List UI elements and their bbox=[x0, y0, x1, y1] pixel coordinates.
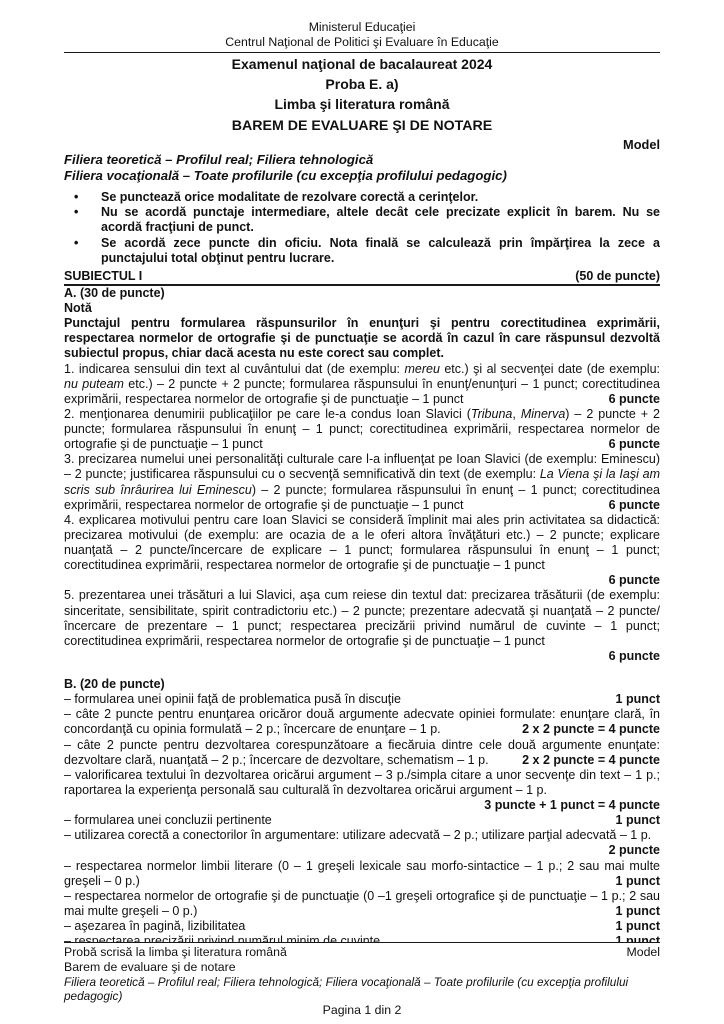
criterion-points: 3 puncte + 1 punct = 4 puncte bbox=[484, 798, 660, 813]
criterion-text: – utilizarea corectă a conectorilor în argumentare: utilizare adecvată – 2 p.; utilizare parţial adecvată – 1 p. bbox=[64, 828, 652, 843]
model-label: Model bbox=[623, 136, 660, 152]
scoring-item-points: 6 puncte bbox=[608, 391, 660, 406]
criterion-row bbox=[64, 919, 660, 934]
criterion-points: 2 puncte bbox=[608, 843, 660, 858]
text: etc.) şi al secvenţei date (de exemplu: bbox=[439, 361, 660, 376]
scoring-item-text bbox=[64, 407, 660, 451]
italic-text: Tribuna bbox=[470, 406, 513, 421]
bullet-icon: • bbox=[74, 205, 79, 220]
bullet-icon: • bbox=[74, 190, 79, 205]
footer-exam-type: Probă scrisă la limba şi literatura română bbox=[64, 944, 287, 959]
barem-title: BAREM DE EVALUARE ŞI DE NOTARE bbox=[231, 117, 493, 134]
scoring-item-text bbox=[64, 513, 660, 572]
italic-text: Minerva bbox=[520, 406, 566, 421]
text: ) – 2 puncte + 2 puncte; formularea răspunsului în enunţ – 1 punct; corectitudinea exprimării, respectarea normelor de ortografie şi de punctuaţie – 1 punct bbox=[64, 406, 660, 452]
rule-text: Nu se acordă punctaje intermediare, altele decât cele precizate explicit în barem. Nu se acordă fracţiuni de punct. bbox=[101, 205, 660, 235]
rule-text: Se acordă zece puncte din oficiu. Nota finală se calculează prin împărţirea la zece a punctajului total obţinut pentru lucrare. bbox=[101, 235, 660, 265]
scoring-item-points: 6 puncte bbox=[608, 648, 660, 663]
header-org bbox=[64, 20, 660, 53]
footer-page-number: Pagina 1 din 2 bbox=[322, 1003, 402, 1018]
criterion-row bbox=[64, 692, 660, 707]
text: 5. prezentarea unei trăsături a lui Slavici, aşa cum reiese din textul dat: precizarea trăsăturii (de exemplu: sinceritate, sensibilitate, spirit contradictoriu etc.) – 2 puncte; prezentare adecvată şi nuanţată – 2 puncte/ încercare de prezentare – 1 punct; respectarea precizării privind numărul de cuvinte – 1 punct; corectitudinea exprimării, respectarea normelor de ortografie şi de punctuaţie – 1 punct bbox=[64, 588, 660, 648]
text: 3. precizarea numelui unei personalităţi culturale care l-a influenţat pe Ioan Slavici (de exemplu: Eminescu) – 2 puncte; justificarea răspunsului cu o secvenţă semnificativă din text (de exemplu: bbox=[64, 452, 660, 482]
footer-filiera-line: Filiera teoretică – Profilul real; Filiera tehnologică; Filiera vocaţională – Toate profilurile (cu excepţia profilului pedagogic) bbox=[64, 974, 629, 1003]
criterion-row bbox=[64, 707, 660, 737]
bullet-icon: • bbox=[74, 235, 79, 250]
scoring-item-text bbox=[64, 588, 660, 647]
criterion-row bbox=[64, 813, 660, 828]
criterion-points: 2 x 2 puncte = 4 puncte bbox=[522, 722, 660, 737]
text: 2. menţionarea denumirii publicaţiilor pe care le-a condus Ioan Slavici ( bbox=[64, 406, 471, 421]
general-rules bbox=[64, 190, 660, 266]
subiectul-points: (50 de puncte) bbox=[575, 268, 660, 283]
scoring-item-points: 6 puncte bbox=[608, 497, 660, 512]
section-b-title: B. (20 de puncte) bbox=[64, 677, 165, 692]
scoring-item-3 bbox=[64, 452, 660, 513]
subiectul-title: SUBIECTUL I bbox=[64, 268, 143, 283]
filiera-line-1: Filiera teoretică – Profilul real; Filiera tehnologică bbox=[64, 152, 374, 168]
rule-item bbox=[64, 190, 660, 205]
criterion-row bbox=[64, 889, 660, 919]
criterion-points: 1 punct bbox=[615, 692, 660, 707]
exam-title: Examenul naţional de bacalaureat 2024 bbox=[231, 55, 493, 72]
text: etc.) – 2 puncte + 2 puncte; formularea răspunsului în enunţ/enunţuri – 1 punct; corectitudinea exprimării, respectarea normelor de ortografie şi de punctuaţie – 1 punct bbox=[64, 376, 660, 406]
footer-row bbox=[64, 945, 660, 960]
scoring-item-2 bbox=[64, 407, 660, 452]
criterion-text: – formularea unei concluzii pertinente bbox=[64, 813, 272, 828]
section-a-title: A. (30 de puncte) bbox=[64, 285, 165, 300]
italic-text: nu puteam bbox=[64, 376, 124, 391]
criterion-text: – respectarea normelor limbii literare (0 – 1 greşeli lexicale sau morfo-sintactice – 1 p.; 2 sau mai multe greşeli – 0 p.) bbox=[64, 858, 660, 888]
nota-text: Punctajul pentru formularea răspunsurilor în enunţuri şi pentru corectitudinea exprimării, respectarea normelor de ortografie şi de punctuaţie se acordă în cazul în care răspunsul dezvoltă subiectul propus, chiar dacă acesta nu este corect sau complet. bbox=[64, 316, 660, 361]
footer-model-label: Model bbox=[626, 944, 660, 959]
criterion-points: 1 punct bbox=[615, 903, 660, 918]
criterion-text: – valorificarea textului în dezvoltarea oricărui argument – 3 p./simpla citare a unor secvenţe din text – 1 p.; raportarea la experienţa personală sau culturală în dezvoltarea oricărui argument – 1 p. bbox=[64, 767, 660, 797]
scoring-item-points: 6 puncte bbox=[608, 437, 660, 452]
criterion-row bbox=[64, 828, 660, 858]
criterion-points: 1 punct bbox=[615, 919, 660, 934]
text: ) – 2 puncte; formularea răspunsului în enunţ – 1 punct; corectitudinea exprimării, respectarea normelor de ortografie şi de punctuaţie – 1 punct bbox=[64, 482, 661, 512]
scoring-item-text bbox=[64, 362, 660, 406]
criterion-points: 1 punct bbox=[615, 873, 660, 888]
ministry-line-1: Ministerul Educaţiei bbox=[308, 20, 416, 34]
italic-text: mereu bbox=[404, 361, 440, 376]
text: 1. indicarea sensului din text al cuvântului dat (de exemplu: bbox=[64, 361, 405, 376]
footer-barem-line: Barem de evaluare şi de notare bbox=[64, 959, 236, 974]
scoring-item-points: 6 puncte bbox=[608, 573, 660, 588]
rule-text: Se punctează orice modalitate de rezolvare corectă a cerinţelor. bbox=[101, 190, 479, 205]
text: , bbox=[512, 406, 521, 421]
text: 4. explicarea motivului pentru care Ioan Slavici se consideră împlinit mai ales prin activitatea sa didactică: precizarea motivului (de exemplu: are ocazia de a le oferi altora învăţături etc.) – 2 puncte; explicare nuanţată – 2 puncte/încercare de explicare – 1 punct; formularea răspunsului în enunţ – 1 punct; corectitudinea exprimării, respectarea normelor de ortografie şi de punctuaţie – 1 punct bbox=[64, 512, 660, 573]
subject-title: Limba şi literatura română bbox=[274, 95, 450, 112]
criterion-row bbox=[64, 859, 660, 889]
filiera-line-2: Filiera vocaţională – Toate profilurile (cu excepţia profilului pedagogic) bbox=[64, 168, 507, 184]
ministry-line-2: Centrul Naţional de Politici şi Evaluare în Educaţie bbox=[225, 34, 499, 49]
criterion-points: 1 punct bbox=[615, 813, 660, 828]
subiectul-1-header bbox=[64, 269, 660, 286]
criterion-text: – câte 2 puncte pentru enunţarea oricăror două argumente adecvate opiniei formulate: enunţare clară, în concordanţă cu opinia formulată – 2 p.; încercare de enunţare – 1 p. bbox=[64, 707, 660, 737]
criterion-row bbox=[64, 768, 660, 813]
footer bbox=[64, 942, 660, 1018]
criterion-text: – respectarea normelor de ortografie şi de punctuaţie (0 –1 greşeli ortografice şi de punctuaţie – 1 p.; 2 sau mai multe greşeli – 0 p.) bbox=[64, 888, 660, 918]
proba-label: Proba E. a) bbox=[325, 75, 399, 92]
criterion-text: – formularea unei opinii faţă de problematica pusă în discuţie bbox=[64, 692, 402, 707]
italic-text: La Viena şi la Iaşi am scris sub înrâurirea lui Eminescu bbox=[64, 467, 660, 497]
rule-item bbox=[64, 205, 660, 235]
scoring-item-1 bbox=[64, 362, 660, 407]
scoring-item-5 bbox=[64, 588, 660, 664]
rule-item bbox=[64, 236, 660, 266]
scoring-item-text bbox=[64, 452, 660, 511]
criterion-text: – aşezarea în pagină, lizibilitatea bbox=[64, 919, 246, 934]
criterion-points: 2 x 2 puncte = 4 puncte bbox=[522, 752, 660, 767]
nota-label: Notă bbox=[64, 301, 92, 316]
criterion-text: – câte 2 puncte pentru dezvoltarea corespunzătoare a fiecăruia dintre cele două argumente enunţate: dezvoltare clară, nuanţată – 2 p.; încercare de dezvoltare, schematism – 1 p. bbox=[64, 737, 660, 767]
scoring-item-4 bbox=[64, 513, 660, 589]
criterion-row bbox=[64, 738, 660, 768]
